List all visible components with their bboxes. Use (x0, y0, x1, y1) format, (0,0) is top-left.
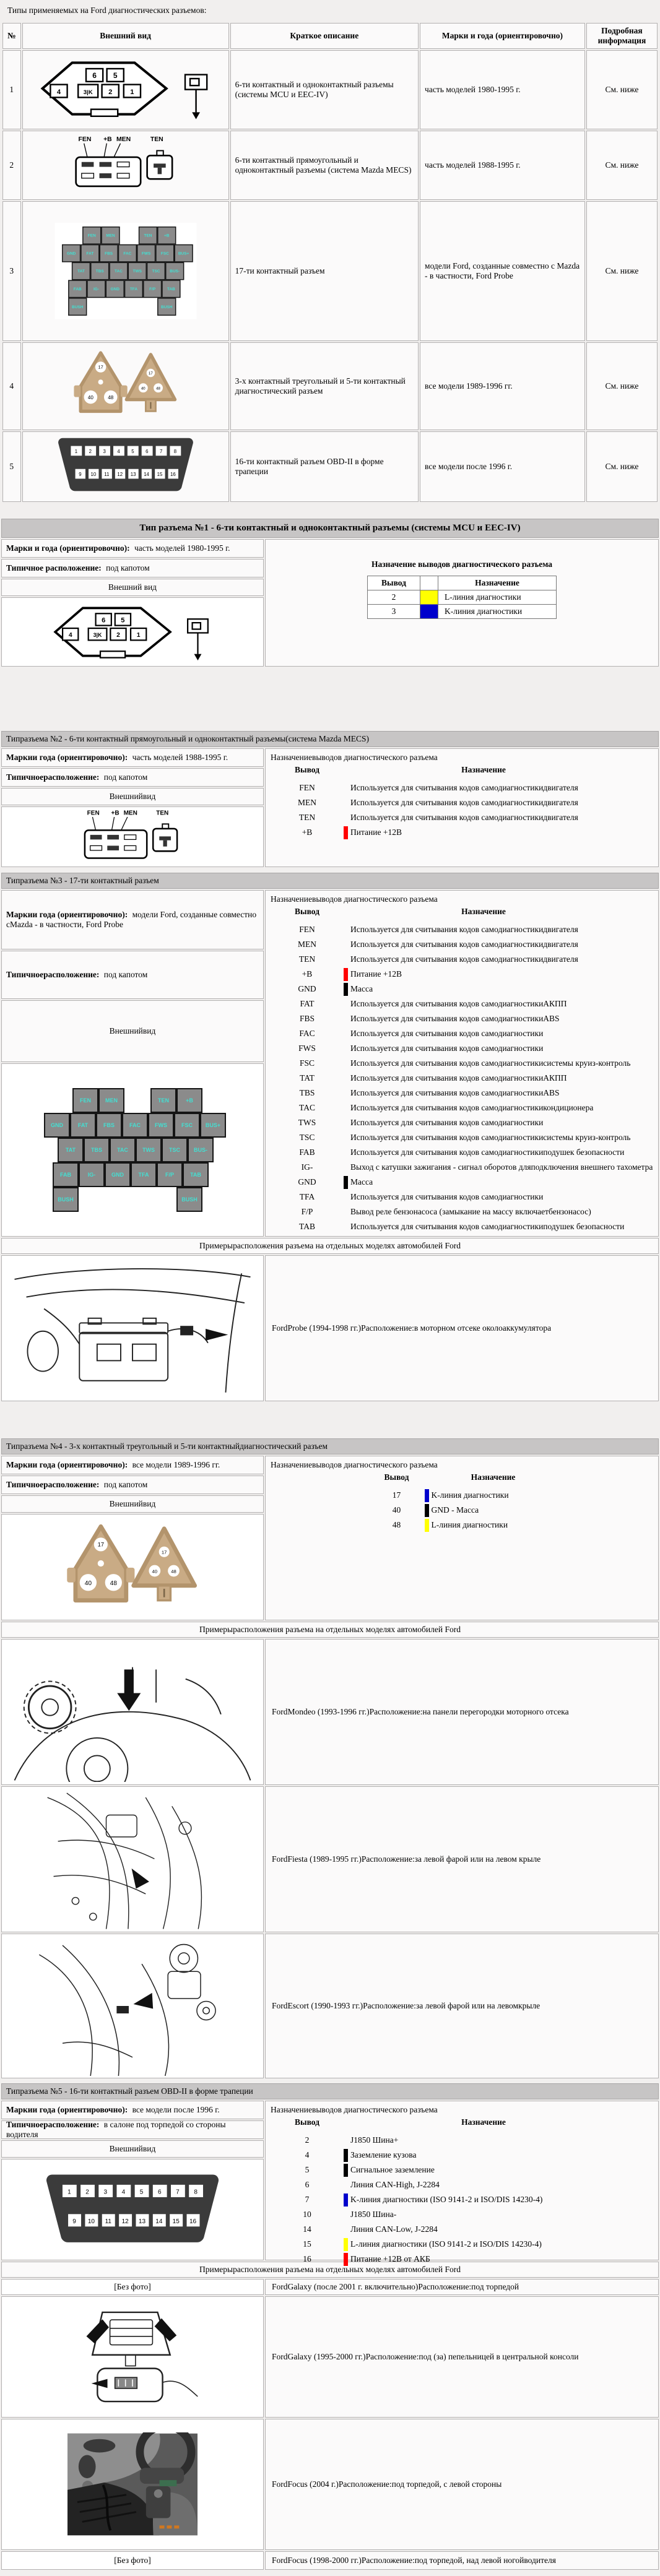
row-desc: 6-ти контактный и одноконтактный разъемы (системы MCU и EEC-IV) (230, 50, 419, 129)
pin-color-chip (344, 2253, 348, 2266)
six-pin-diamond-connector-drawing (1, 597, 264, 667)
pin-color-chip (425, 1489, 429, 1502)
example-caption: FordFocus (1998-2000 гг.)Расположение:под торпедой, над левой ногойводителя (265, 2551, 659, 2570)
pin-row: 4 Заземление кузова (271, 2148, 653, 2163)
svg-text:2: 2 (89, 449, 92, 454)
svg-text:+B: +B (103, 136, 112, 143)
pin-assignment-panel: Назначениевыводов диагностического разъема Вывод Назначение 2 J1850 Шина+ 4 Заземление кузова 5 Сигнальное заземление 6 Линия CAN-High, J-2284 7 K-линия диагностики (ISO 9141-2 и ISO/DIS 14230-4) 10 J1850 Шина- 14 Линия CAN-Low, J-2284 15 L-линия диагностики (ISO 9141-2 и ISO/DIS 14230-4) 16 Питание +12В от АКБ (265, 2101, 659, 2260)
seventeen-pin-connector-icon: FEN MEN TEN +B GND FAT FBS FAC FWS FSC BUS+ TAT TBS TAC TWS TSC BUS- FAB IG- GND TFA F/P TAB BUSH BUSH (54, 223, 196, 319)
section-title: Тип разъема №1 - 6-ти контактный и одноконтактный разъемы (системы MCU и EEC-IV) (1, 519, 659, 538)
svg-text:13: 13 (130, 472, 136, 478)
row-num: 3 (2, 201, 21, 341)
svg-text:4: 4 (68, 632, 72, 639)
pin-row: FEN Используется для считывания кодов самодиагностикидвигателя (299, 783, 578, 792)
pin-color-chip (425, 1504, 429, 1517)
pin-row: TAC Используется для считывания кодов самодиагностикикондиционера (299, 1103, 594, 1112)
pin-row: 7 K-линия диагностики (ISO 9141-2 и ISO/DIS 14230-4) (271, 2192, 653, 2207)
example-row (1, 1786, 659, 1932)
svg-text:8: 8 (194, 2189, 198, 2196)
pin-row: FSC Используется для считывания кодов самодиагностикисистемы круиз-контроль (299, 1058, 631, 1068)
pin-row: MEN Используется для считывания кодов самодиагностикидвигателя (298, 940, 578, 949)
pin-row: +B Питание +12В (271, 825, 653, 840)
examples-header: Примерырасположения разъема на отдельных моделях автомобилей Ford (1, 1238, 659, 1254)
examples-header: Примерырасположения разъема на отдельных моделях автомобилей Ford (1, 2262, 659, 2278)
pin-table: Вывод Назначение 2 L-линия диагностики 3 K-линия диагностики (367, 576, 557, 619)
pin-row: 10 J1850 Шина- (303, 2210, 397, 2219)
page (1, 0, 659, 2576)
svg-text:10: 10 (90, 472, 96, 478)
section-title: Типразъема №5 - 16-ти контактный разъем OBD-II в форме трапеции (1, 2083, 659, 2099)
svg-text:4: 4 (116, 449, 120, 454)
svg-text:15: 15 (172, 2218, 180, 2225)
triangular-connectors-drawing (1, 1514, 264, 1620)
section-type3 (1, 873, 659, 1401)
see-below-link: См. ниже (586, 342, 658, 430)
location-row: Типичноерасположение: под капотом (1, 951, 264, 999)
section-type5 (1, 2083, 659, 2570)
pin-row: 16 Питание +12В от АКБ (271, 2252, 653, 2267)
row-desc: 3-х контактный треугольный и 5-ти контактный диагностический разъем (230, 342, 419, 430)
obd2-connector-drawing (22, 431, 229, 502)
marks-row: Маркии года (ориентировочно): часть моделей 1988-1995 г. (1, 748, 264, 767)
pin-color-chip (344, 2238, 348, 2251)
svg-text:48: 48 (155, 387, 160, 391)
svg-text:5: 5 (121, 616, 125, 625)
pin-color-chip (344, 826, 348, 839)
table-row (2, 201, 658, 341)
svg-text:TEN: TEN (156, 810, 169, 817)
pin-assignment-panel (265, 539, 659, 667)
pin-row: TEN Используется для считывания кодов самодиагностикидвигателя (298, 813, 578, 822)
triangular-connectors-drawing (22, 342, 229, 430)
summary-table (1, 22, 659, 503)
view-header: Внешнийвид (1, 1000, 264, 1062)
example-row (1, 1934, 659, 2078)
triangular-connectors-icon (67, 345, 185, 425)
svg-text:15: 15 (157, 472, 162, 478)
pin-row: 48 L-линия диагностики (271, 1518, 653, 1532)
focus-location-photo (1, 2419, 264, 2550)
pin-row: FAT Используется для считывания кодов самодиагностикиАКПП (300, 999, 567, 1008)
pin-row: TWS Используется для считывания кодов самодиагностики (298, 1118, 544, 1127)
svg-text:MEN: MEN (123, 810, 137, 817)
obd2-connector-drawing (1, 2159, 264, 2260)
location-row: Типичноерасположение: под капотом (1, 768, 264, 787)
example-row (1, 2551, 659, 2570)
svg-text:12: 12 (116, 472, 123, 478)
obd2-connector-icon (48, 434, 203, 496)
pin-row: TAB Используется для считывания кодов самодиагностикиподушек безопасности (299, 1222, 625, 1231)
row-models: часть моделей 1980-1995 г. (420, 50, 585, 129)
section-type1 (1, 519, 659, 667)
pin-row: FAC Используется для считывания кодов самодиагностики (299, 1029, 544, 1038)
svg-text:40: 40 (152, 1568, 158, 1575)
pin-row: TBS Используется для считывания кодов самодиагностикиABS (299, 1088, 560, 1097)
location-row: Типичноерасположение: в салоне под торпедой со стороны водителя (1, 2120, 264, 2139)
marks-row: Маркии года (ориентировочно): все модели после 1996 г. (1, 2101, 264, 2119)
row-models: модели Ford, созданные совместно с Mazda - в частности, Ford Probe (420, 201, 585, 341)
view-header: Внешний вид (1, 579, 264, 596)
row-desc: 17-ти контактный разъем (230, 201, 419, 341)
example-caption: FordFocus (2004 г.)Расположение:под торпедой, с левой стороны (265, 2419, 659, 2550)
location-row: Типичное расположение: под капотом (1, 559, 264, 577)
example-caption: FordGalaxy (1995-2000 гг.)Расположение:под (за) пепельницей в центральной консоли (265, 2296, 659, 2418)
row-models: все модели после 1996 г. (420, 431, 585, 502)
row-models: все модели 1989-1996 гг. (420, 342, 585, 430)
seventeen-pin-connector-drawing (22, 201, 229, 341)
pin-row: TFA Используется для считывания кодов самодиагностики (299, 1192, 544, 1201)
svg-text:MEN: MEN (116, 136, 131, 143)
see-below-link: См. ниже (586, 431, 658, 502)
single-pin-square-connector-icon (153, 824, 177, 851)
section-title: Типразъема №2 - 6-ти контактный прямоугольный и одноконтактный разъемы(система Mazda MECS) (1, 731, 659, 747)
col-info: Подробная информация (586, 23, 658, 49)
pin-row: 40 GND - Масса (271, 1503, 653, 1518)
single-pin-connector-icon (188, 619, 208, 660)
svg-text:17: 17 (97, 1541, 105, 1548)
svg-text:FEN: FEN (78, 136, 92, 143)
pin-assignment-title: Назначениевыводов диагностического разъема (271, 894, 438, 904)
no-photo-placeholder: [Без фото] (1, 2551, 264, 2570)
svg-text:3: 3 (103, 449, 106, 454)
pin-assignment-panel: Назначениевыводов диагностического разъема Вывод Назначение 17 K-линия диагностики 40 GND - Масса 48 L-линия диагностики (265, 1456, 659, 1620)
table-row (2, 50, 658, 129)
svg-text:16: 16 (189, 2218, 197, 2225)
focus-interior-photo (67, 2432, 198, 2536)
svg-text:2: 2 (108, 88, 112, 96)
svg-text:TEN: TEN (150, 136, 163, 143)
pin-assignment-title: Назначение выводов диагностического разъема (371, 560, 553, 569)
svg-text:6: 6 (102, 616, 106, 625)
marks-row: Маркии года (ориентировочно): все модели 1989-1996 гг. (1, 1456, 264, 1474)
svg-text:17: 17 (98, 364, 103, 370)
svg-text:40: 40 (141, 387, 145, 391)
table-row (2, 431, 658, 502)
row-desc: 6-ти контактный прямоугольный и одноконтактный разъемы (система Mazda MECS) (230, 131, 419, 200)
col-models: Марки и года (ориентировочно) (420, 23, 585, 49)
pin-row: IG- Выход с катушки зажигания - сигнал оборотов дляподключения внешнего тахометра (301, 1162, 653, 1172)
see-below-link: См. ниже (586, 131, 658, 200)
pin-row: TAT Используется для считывания кодов самодиагностикиАКПП (300, 1073, 567, 1083)
example-caption: FordGalaxy (после 2001 г. включительно)Расположение:под торпедой (265, 2279, 659, 2295)
pin-row: 17 K-линия диагностики (271, 1488, 653, 1503)
svg-text:48: 48 (110, 1580, 117, 1587)
col-num: № (2, 23, 21, 49)
see-below-link: См. ниже (586, 201, 658, 341)
pin-row: 6 Линия CAN-High, J-2284 (305, 2180, 440, 2189)
row-models: часть моделей 1988-1995 г. (420, 131, 585, 200)
svg-text:13: 13 (138, 2218, 146, 2225)
svg-text:1: 1 (136, 632, 141, 639)
svg-text:40: 40 (87, 394, 93, 400)
mecs-connector-icon (51, 134, 200, 194)
svg-text:5: 5 (113, 71, 118, 80)
pin-row: FBS Используется для считывания кодов самодиагностикиABS (299, 1014, 560, 1023)
view-header: Внешнийвид (1, 2140, 264, 2158)
page-title: Типы применяемых на Ford диагностических разъемов: (7, 6, 207, 15)
pin-assignment-title: Назначениевыводов диагностического разъема (271, 753, 438, 762)
pin-assignment-panel: Назначениевыводов диагностического разъема Вывод Назначение FEN Используется для считывания кодов самодиагностикидвигателя MEN Используется для считывания кодов самодиагностикидвигателя TEN Используется для считывания кодов самодиагностикидвигателя +B Питание +12В GND Масса FAT Используется для считывания кодов самодиагностикиАКПП FBS Используется для считывания кодов самодиагностикиABS FAC Используется для считывания кодов самодиагностики FWS Используется для считывания кодов самодиагностики FSC Используется для считывания кодов самодиагностикисистемы круиз-контроль TAT Используется для считывания кодов самодиагностикиАКПП TBS Используется для считывания кодов самодиагностикиABS TAC Используется для считывания кодов самодиагностикикондиционера TWS Используется для считывания кодов самодиагностики TSC Используется для считывания кодов самодиагностикисистемы круиз-контроль FAB Используется для считывания кодов самодиагностикиподушек безопасности IG- Выход с катушки зажигания - сигнал оборотов дляподключения внешнего тахометра GND Масса TFA Используется для считывания кодов самодиагностики F/P Вывод реле бензонасоса (замыкание на массу включаетбензонасос) TAB Используется для считывания кодов самодиагностикиподушек безопасности (265, 890, 659, 1237)
svg-text:4: 4 (121, 2189, 126, 2196)
svg-text:48: 48 (107, 394, 113, 400)
svg-text:5: 5 (139, 2189, 144, 2196)
svg-text:1: 1 (129, 88, 134, 96)
svg-text:7: 7 (176, 2189, 180, 2196)
example-caption: FordMondeo (1993-1996 гг.)Расположение:на панели перегородки моторного отсека (265, 1639, 659, 1785)
example-row (1, 2419, 659, 2550)
mecs-six-pin-connector-drawing (22, 131, 229, 200)
example-row (1, 2296, 659, 2418)
section-type4 (1, 1438, 659, 2078)
col-desc: Краткое описание (230, 23, 419, 49)
pin-row: 5 Сигнальное заземление (271, 2163, 653, 2177)
pin-row: 2 J1850 Шина+ (305, 2135, 399, 2145)
pin-assignment-title: Назначениевыводов диагностического разъема (271, 1460, 438, 1469)
svg-text:3: 3 (103, 2189, 108, 2196)
pin-row: 14 Линия CAN-Low, J-2284 (303, 2224, 438, 2234)
svg-text:11: 11 (103, 472, 109, 478)
pin-color-chip (344, 2164, 348, 2177)
svg-text:FEN: FEN (87, 810, 100, 817)
table-row (2, 131, 658, 200)
pin-color-chip (425, 1519, 429, 1532)
section-title: Типразъема №3 - 17-ти контактный разъем (1, 873, 659, 889)
six-pin-diamond-connector-drawing (22, 50, 229, 129)
examples-header: Примерырасположения разъема на отдельных моделях автомобилей Ford (1, 1622, 659, 1638)
example-caption: FordEscort (1990-1993 гг.)Расположение:за левой фарой или на левомкрыле (265, 1934, 659, 2078)
section-type2 (1, 731, 659, 867)
marks-row: Марки и года (ориентировочно): часть моделей 1980-1995 г. (1, 539, 264, 558)
svg-text:17: 17 (148, 372, 153, 376)
pin-color-chip (344, 983, 348, 996)
svg-text:2: 2 (85, 2189, 89, 2196)
galaxy-location-drawing (1, 2296, 264, 2418)
pin-row: +B Питание +12В (271, 967, 653, 982)
example-caption: FordFiesta (1989-1995 гг.)Расположение:за левой фарой или на левом крыле (265, 1786, 659, 1932)
svg-text:3|K: 3|K (93, 632, 102, 639)
no-photo-placeholder: [Без фото] (1, 2279, 264, 2295)
pin-color-chip (344, 968, 348, 981)
svg-text:1: 1 (74, 449, 77, 454)
col-view: Внешний вид (22, 23, 229, 49)
svg-text:6: 6 (157, 2189, 162, 2196)
pin-row: TSC Используется для считывания кодов самодиагностикисистемы круиз-контроль (299, 1133, 631, 1142)
pin-color-chip (344, 2149, 348, 2162)
summary-header-row (2, 23, 658, 49)
svg-text:4: 4 (56, 88, 61, 96)
svg-text:3|K: 3|K (83, 89, 93, 96)
mecs-six-pin-connector-drawing (1, 806, 264, 867)
svg-text:1: 1 (67, 2189, 71, 2196)
pin-row: TEN Используется для считывания кодов самодиагностикидвигателя (298, 954, 578, 964)
svg-text:14: 14 (143, 472, 149, 478)
pin-color-chip (344, 1176, 348, 1189)
seventeen-pin-connector-icon: FEN MEN TEN +B GND FAT FBS FAC FWS FSC BUS+ TAT TBS TAC TWS TSC BUS- FAB IG- GND TFA F/P TAB BUSH BUSH (34, 1083, 231, 1217)
table-row (2, 342, 658, 430)
svg-text:17: 17 (161, 1549, 167, 1555)
svg-text:7: 7 (159, 449, 162, 454)
pin-row: 15 L-линия диагностики (ISO 9141-2 и ISO/DIS 14230-4) (271, 2237, 653, 2252)
example-row (1, 1639, 659, 1785)
pin-row: FEN Используется для считывания кодов самодиагностикидвигателя (299, 925, 578, 934)
row-num: 1 (2, 50, 21, 129)
mondeo-location-drawing (1, 1639, 264, 1785)
pin-color-chip (420, 605, 438, 619)
row-num: 4 (2, 342, 21, 430)
svg-text:11: 11 (105, 2218, 111, 2225)
view-header: Внешнийвид (1, 788, 264, 805)
svg-text:14: 14 (155, 2218, 163, 2225)
svg-text:6: 6 (145, 449, 149, 454)
svg-text:16: 16 (170, 472, 176, 478)
pin-row: F/P Вывод реле бензонасоса (замыкание на массу включаетбензонасос) (301, 1207, 591, 1216)
svg-text:10: 10 (87, 2218, 95, 2225)
view-header: Внешнийвид (1, 1495, 264, 1513)
svg-text:6: 6 (92, 71, 97, 80)
six-pin-diamond-connector-icon (33, 54, 219, 123)
location-row: Типичноерасположение: под капотом (1, 1476, 264, 1494)
row-desc: 16-ти контактный разъем OBD-II в форме трапеции (230, 431, 419, 502)
pin-row: GND Масса (271, 1175, 653, 1190)
svg-text:2: 2 (116, 632, 120, 639)
see-below-link: См. ниже (586, 50, 658, 129)
pin-row: FAB Используется для считывания кодов самодиагностикиподушек безопасности (299, 1148, 625, 1157)
example-caption: FordProbe (1994-1998 гг.)Расположение:в моторном отсеке околоаккумулятора (265, 1255, 659, 1401)
svg-text:9: 9 (72, 2218, 76, 2225)
svg-text:12: 12 (121, 2218, 129, 2225)
pin-row: 3 K-линия диагностики (368, 605, 557, 619)
pin-row: MEN Используется для считывания кодов самодиагностикидвигателя (298, 798, 578, 807)
svg-text:40: 40 (84, 1580, 92, 1587)
pin-color-chip (420, 590, 438, 605)
pin-row: FWS Используется для считывания кодов самодиагностики (298, 1044, 544, 1053)
pin-row: GND Масса (271, 982, 653, 996)
probe-location-drawing (1, 1255, 264, 1401)
marks-row: Маркии года (ориентировочно): модели Ford, созданные совместно сMazda - в частности, Ford Probe (1, 890, 264, 949)
section-title: Типразъема №4 - 3-х контактный треугольный и 5-ти контактныйдиагностический разъем (1, 1438, 659, 1454)
pin-assignment-panel: Назначениевыводов диагностического разъема Вывод Назначение FEN Используется для считывания кодов самодиагностикидвигателя MEN Используется для считывания кодов самодиагностикидвигателя TEN Используется для считывания кодов самодиагностикидвигателя +B Питание +12В (265, 748, 659, 867)
example-row (1, 2279, 659, 2295)
example-row (1, 1255, 659, 1401)
single-pin-square-connector-icon (147, 150, 172, 179)
svg-text:48: 48 (171, 1568, 176, 1575)
svg-text:8: 8 (173, 449, 176, 454)
svg-text:+B: +B (111, 810, 119, 817)
single-pin-connector-icon (185, 75, 207, 119)
seventeen-pin-connector-drawing (1, 1063, 264, 1237)
row-num: 5 (2, 431, 21, 502)
svg-text:9: 9 (78, 472, 82, 478)
svg-text:5: 5 (131, 449, 134, 454)
row-num: 2 (2, 131, 21, 200)
fiesta-location-drawing (1, 1786, 264, 1932)
pin-color-chip (344, 2193, 348, 2206)
escort-location-drawing (1, 1934, 264, 2078)
pin-assignment-title: Назначениевыводов диагностического разъема (271, 2105, 438, 2114)
pin-row: 2 L-линия диагностики (368, 590, 557, 605)
